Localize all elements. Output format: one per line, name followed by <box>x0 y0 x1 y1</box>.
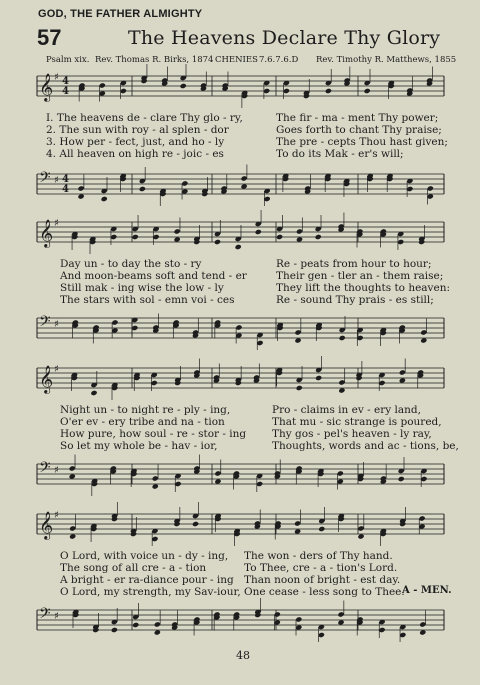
sharp-icon: ♯ <box>54 364 59 375</box>
time-signature: 4 <box>62 76 69 87</box>
lyric-line: O Lord, with voice un - dy - ing, <box>60 550 229 562</box>
section-heading: GOD, THE FATHER ALMIGHTY <box>38 8 203 20</box>
treble-clef-icon: 𝄞 <box>39 219 54 247</box>
treble-staff <box>36 210 446 254</box>
sharp-icon: ♯ <box>54 175 59 186</box>
scripture-reference: Psalm xix. <box>46 55 90 65</box>
note-head <box>111 627 118 633</box>
lyric-line: 4. All heaven on high re - joic - es <box>46 148 224 160</box>
lyric-line: 2. The sun with roy - al splen - dor <box>46 124 229 136</box>
lyric-line: O'er ev - ery tribe and na - tion <box>60 416 225 428</box>
treble-clef-icon: 𝄞 <box>39 511 54 539</box>
amen: A - MEN. <box>402 585 452 596</box>
lyric-line: The pre - cepts Thou hast given; <box>276 136 448 148</box>
bass-staff <box>36 452 446 496</box>
note-head <box>90 390 97 396</box>
note-head <box>132 234 139 240</box>
lyric-line: To Thee, cre - a - tion's Lord. <box>244 562 398 574</box>
time-signature: 4 <box>62 184 69 195</box>
lyric-line: A bright - er ra-diance pour - ing <box>60 574 234 586</box>
note-head <box>318 526 325 532</box>
treble-staff <box>36 356 446 400</box>
lyric-line: They lift the thoughts to heaven: <box>276 282 450 294</box>
sharp-icon: ♯ <box>54 465 59 476</box>
lyric-line: Day un - to day the sto - ry <box>60 258 202 270</box>
sharp-icon: ♯ <box>54 611 59 622</box>
hymn-number: 57 <box>37 25 62 50</box>
composer: Rev. Timothy R. Matthews, 1855 <box>316 55 457 65</box>
lyric-line: So let my whole be - hav - ior, <box>60 440 218 452</box>
treble-clef-icon: 𝄞 <box>39 365 54 393</box>
lyric-line: The stars with sol - emn voi - ces <box>60 294 235 306</box>
note-head <box>296 385 303 391</box>
note-head <box>214 239 221 245</box>
lyric-line: And moon-beams soft and tend - er <box>60 270 247 282</box>
page-number: 48 <box>236 649 250 662</box>
lyric-line: The song of all cre - a - tion <box>60 562 207 574</box>
lyric-line: Their gen - tler an - them raise; <box>276 270 444 282</box>
bass-clef-icon: 𝄢 <box>39 313 51 334</box>
lyric-line: Thoughts, words and ac - tions, be, <box>272 440 459 452</box>
lyric-line: Pro - claims in ev - ery land, <box>272 404 421 416</box>
treble-staff <box>36 64 446 108</box>
bass-clef-icon: 𝄢 <box>39 459 51 480</box>
treble-clef-icon: 𝄞 <box>39 73 54 101</box>
lyric-line: Than noon of bright - est day. <box>244 574 401 586</box>
note-head <box>139 186 146 192</box>
tune-name: CHENIES <box>215 55 258 65</box>
bass-staff <box>36 306 446 350</box>
note-head <box>180 83 187 89</box>
lyric-line: One cease - less song to Thee. <box>244 586 405 598</box>
lyric-line: O Lord, my strength, my Sav-iour, <box>60 586 241 598</box>
text-author: Rev. Thomas R. Birks, 1874 <box>95 55 214 65</box>
time-signature: 4 <box>62 86 69 97</box>
note-head <box>101 196 108 202</box>
lyric-line: To do its Mak - er's will; <box>276 148 404 160</box>
lyric-line: Still mak - ing wise the low - ly <box>60 282 224 294</box>
sharp-icon: ♯ <box>54 319 59 330</box>
lyric-line: 3. How per - fect, just, and ho - ly <box>46 136 225 148</box>
lyric-line: That mu - sic strange is poured, <box>272 416 442 428</box>
lyric-line: I. The heavens de - clare Thy glo - ry, <box>46 112 243 124</box>
sharp-icon: ♯ <box>54 218 59 229</box>
hymn-title: The Heavens Declare Thy Glory <box>128 27 441 49</box>
note-head <box>276 234 283 240</box>
treble-staff <box>36 502 446 546</box>
note-head <box>315 375 322 381</box>
note-head <box>192 521 199 527</box>
note-head <box>235 244 242 250</box>
lyric-line: Re - peats from hour to hour; <box>276 258 432 270</box>
note-head <box>398 476 405 482</box>
lyric-line: How pure, how soul - re - stor - ing <box>60 428 247 440</box>
sharp-icon: ♯ <box>54 72 59 83</box>
lyric-line: Goes forth to chant Thy praise; <box>276 124 442 136</box>
note-head <box>364 88 371 94</box>
note-head <box>255 229 262 235</box>
lyric-line: Thy gos - pel's heaven - ly ray, <box>272 428 432 440</box>
note-head <box>132 622 139 628</box>
note-head <box>315 234 322 240</box>
sharp-icon: ♯ <box>54 510 59 521</box>
lyric-line: Night un - to night re - ply - ing, <box>60 404 231 416</box>
lyric-line: Re - sound Thy prais - es still; <box>276 294 434 306</box>
lyric-line: The fir - ma - ment Thy power; <box>276 112 439 124</box>
time-signature: 4 <box>62 174 69 185</box>
bass-staff <box>36 162 446 206</box>
note-head <box>325 88 332 94</box>
note-head <box>339 335 346 341</box>
meter: 7.6.7.6.D <box>259 55 299 65</box>
bass-staff <box>36 598 446 642</box>
bass-clef-icon: 𝄢 <box>39 169 51 190</box>
bass-clef-icon: 𝄢 <box>39 605 51 626</box>
lyric-line: The won - ders of Thy hand. <box>244 550 393 562</box>
